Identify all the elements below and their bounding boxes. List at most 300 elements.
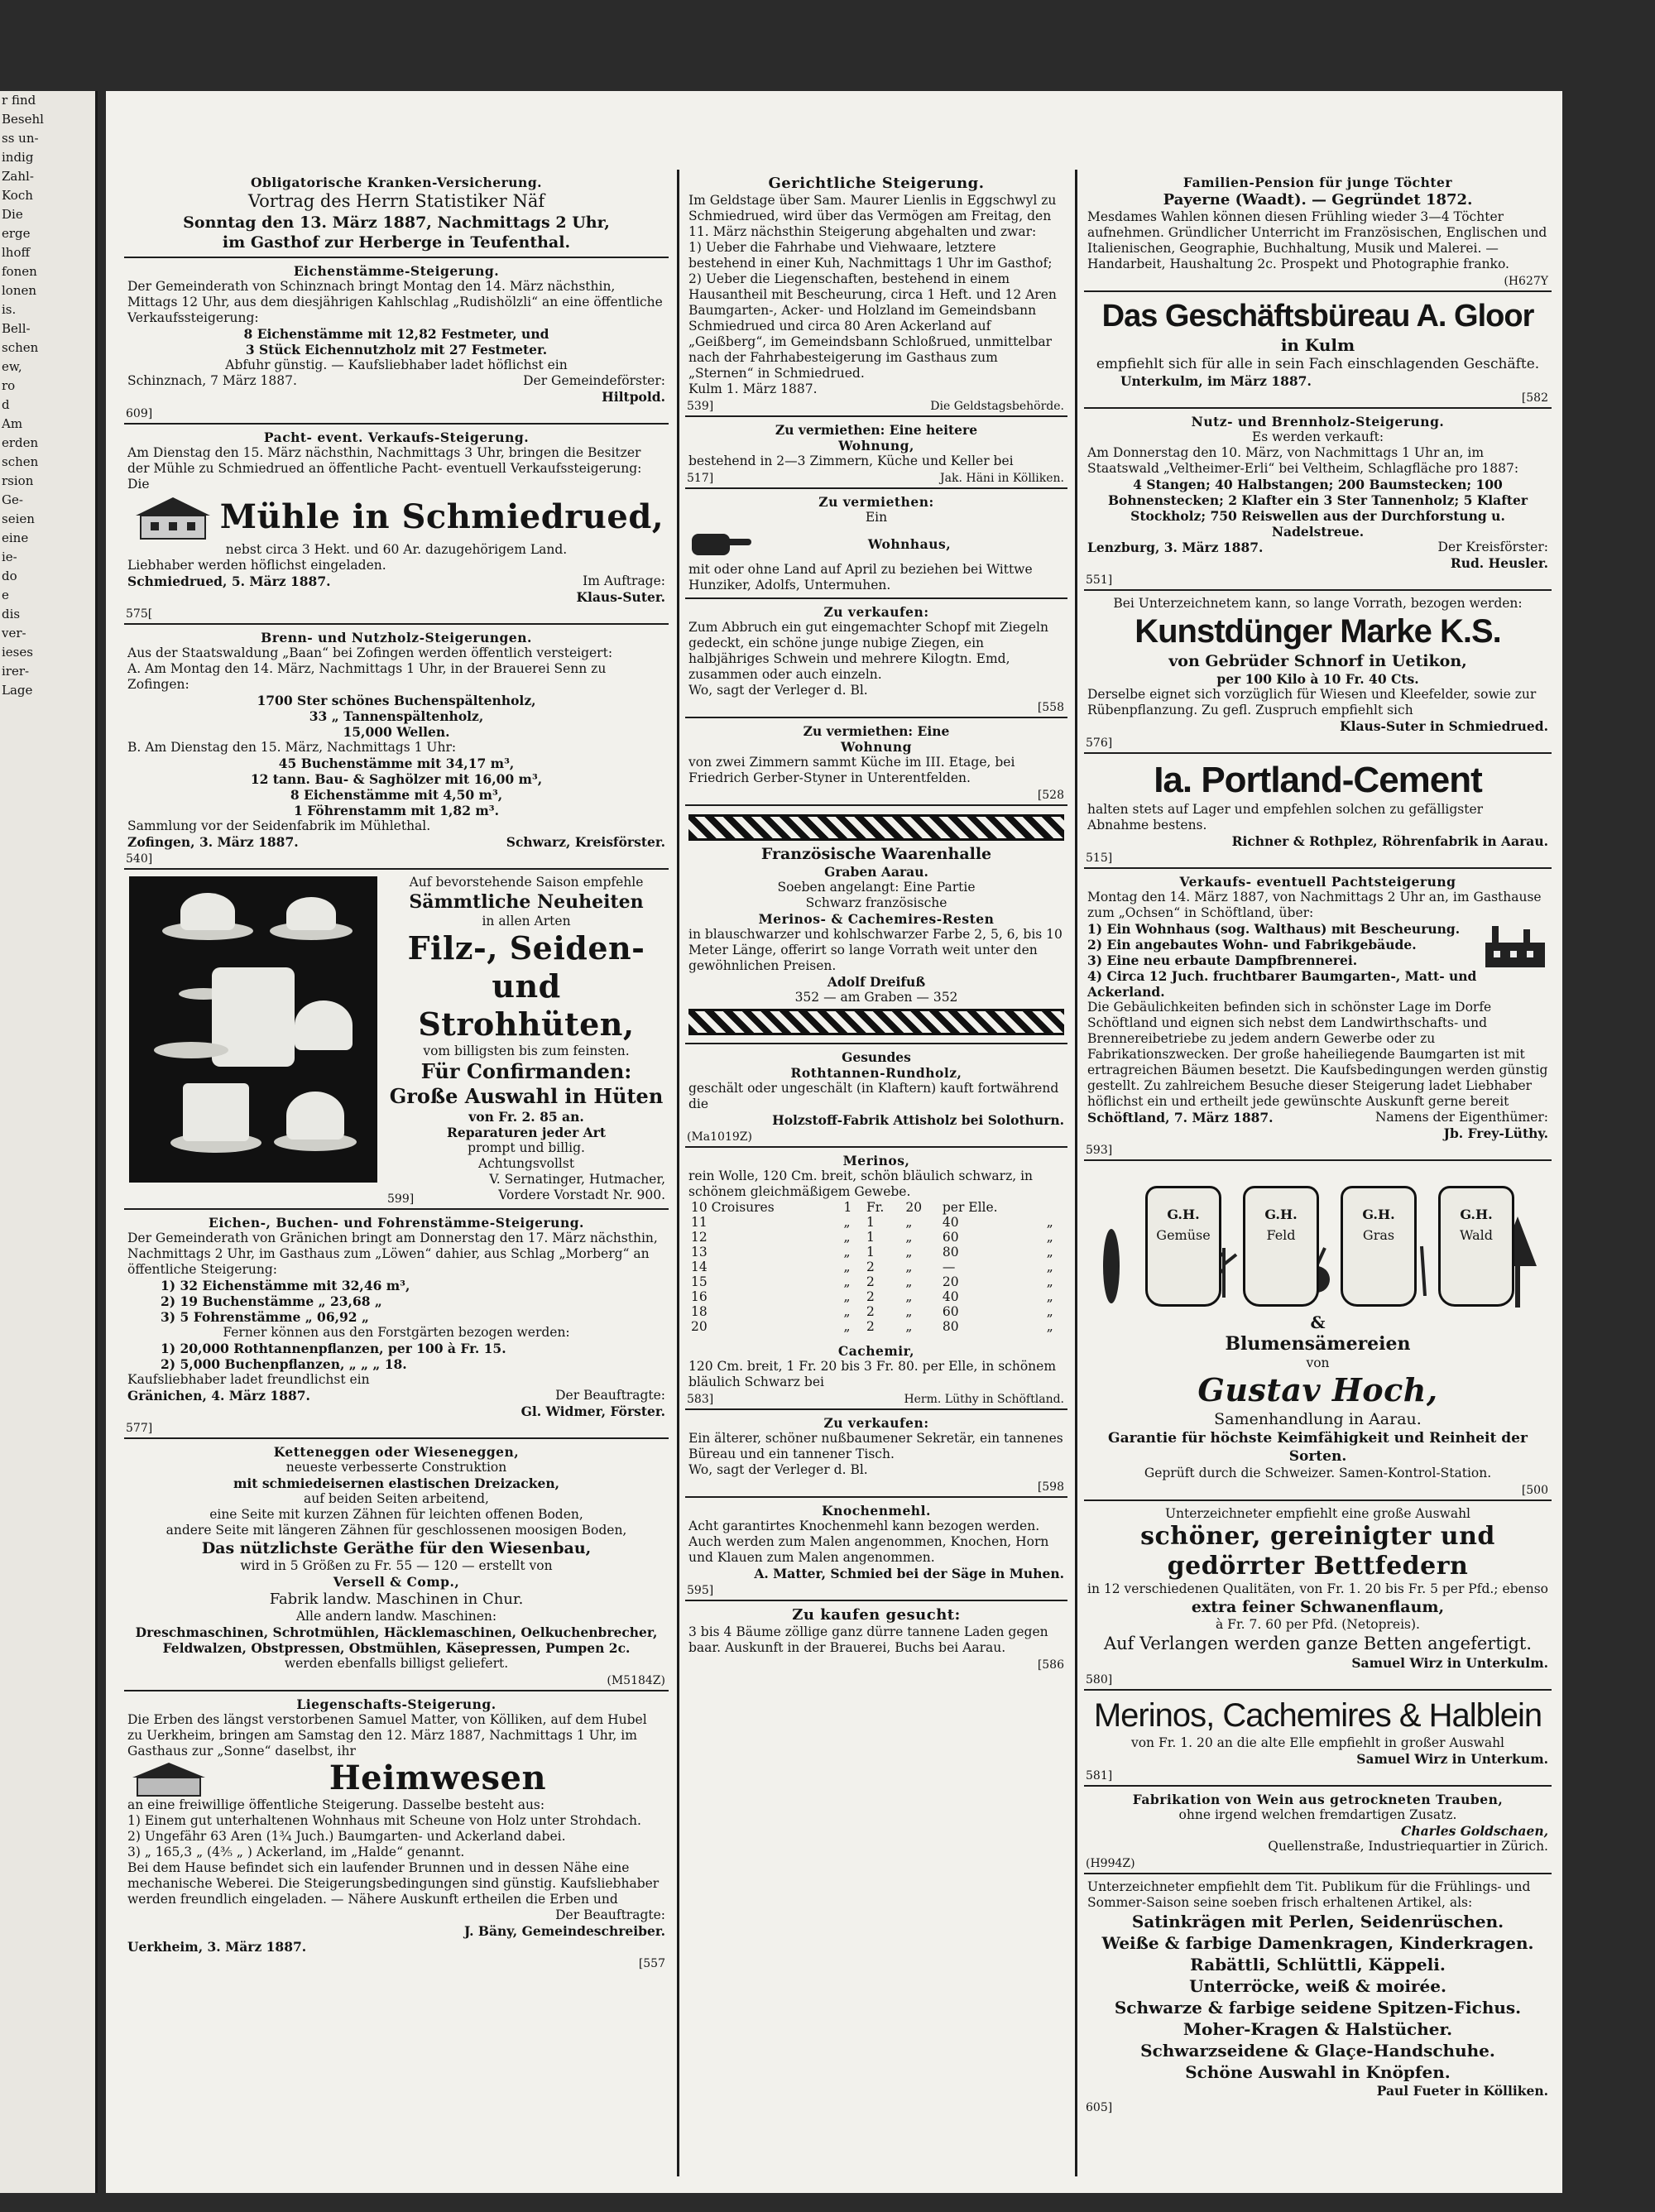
table-row xyxy=(688,1304,1064,1319)
ad-item: 2) 19 Buchenstämme „ 23,68 „ xyxy=(161,1293,382,1309)
table-row xyxy=(688,1230,1064,1245)
ad-line: 1) Einem gut unterhaltenen Wohnhaus mit Scheune von Holz unter Strohdach. xyxy=(127,1813,641,1828)
ad-headline: Rothtannen-Rundholz, xyxy=(790,1065,962,1081)
ad-item: 2) Ein angebautes Wohn- und Fabrikgebäude. xyxy=(1087,937,1417,952)
ad-signature: Klaus-Suter. xyxy=(576,589,665,605)
sack-brand: G.H. xyxy=(1362,1207,1395,1222)
ad-signature: Klaus-Suter in Schmiedrued. xyxy=(1340,718,1548,734)
vegetable-icon xyxy=(1091,1208,1132,1308)
table-row xyxy=(688,1289,1064,1304)
ad-headline: Merinos, Cachemires & Halblein xyxy=(1093,1697,1542,1734)
table-cell: Fr. xyxy=(866,1200,885,1215)
ad-headline: Wohnung xyxy=(841,739,912,755)
table-cell: 2 xyxy=(866,1319,875,1334)
ad-body: Ein älterer, schöner nußbaumener Sekretär, ein tannenes Büreau und ein tannener Tisch. xyxy=(688,1431,1063,1461)
ad-signature: Gl. Widmer, Förster. xyxy=(520,1403,665,1419)
table-cell: „ xyxy=(905,1230,913,1245)
ad-signature: Jak. Häni in Kölliken. xyxy=(940,472,1064,485)
ad-line: auf beiden Seiten arbeitend, xyxy=(304,1491,489,1506)
table-cell: — xyxy=(942,1260,956,1274)
ad-graenichen xyxy=(124,1210,669,1439)
ad-item: 1) Ein Wohnhaus (sog. Walthaus) mit Bescheurung. xyxy=(1087,921,1461,937)
previous-page-fragment: schen xyxy=(2,454,39,469)
ad-line: andere Seite mit längeren Zähnen für geschlossenen moosigen Boden, xyxy=(166,1523,627,1538)
ad-item: Schwarze & farbige seidene Spitzen-Fichus. xyxy=(1114,1998,1522,2018)
table-cell: 11 xyxy=(691,1215,708,1230)
ad-headline: Mühle in Schmiedrued, xyxy=(219,497,664,536)
ad-signature: Charles Goldschaen, xyxy=(1401,1823,1548,1839)
table-cell: 20 xyxy=(905,1200,923,1215)
ad-item: Moher-Kragen & Halstücher. xyxy=(1182,2019,1453,2039)
column-rule-2 xyxy=(1075,170,1077,2176)
ad-line: Sammlung vor der Seidenfabrik im Mühlethal. xyxy=(127,818,431,833)
ad-kunstduenger xyxy=(1084,591,1552,754)
ad-item: 3) Eine neu erbaute Dampfbrennerei. xyxy=(1087,952,1358,968)
ad-body: geschält oder ungeschält (in Klaftern) kauft fortwährend die xyxy=(688,1081,1059,1111)
newspaper-page xyxy=(106,91,1562,2193)
ad-title: Brenn- und Nutzholz-Steigerungen. xyxy=(261,630,532,645)
column-1 xyxy=(124,170,669,2176)
ad-signature: Rud. Heusler. xyxy=(1450,555,1548,571)
ad-signature: Herm. Lüthy in Schöftland. xyxy=(904,1393,1064,1406)
ad-number: 595] xyxy=(687,1584,714,1597)
table-cell: „ xyxy=(843,1274,851,1289)
ad-number: 540] xyxy=(126,852,153,866)
ad-line: Alle andern landw. Maschinen: xyxy=(295,1609,497,1624)
previous-page-fragment: Besehl xyxy=(2,112,44,127)
ad-item: 1) 32 Eichenstämme mit 32,46 m³, xyxy=(161,1278,410,1293)
ad-item: 4) Circa 12 Juch. fruchtbarer Baumgarten-, Matt- und Ackerland. xyxy=(1087,968,1477,1000)
ad-headline: Ia. Portland-Cement xyxy=(1154,760,1482,800)
ad-headline: Heimwesen xyxy=(329,1759,547,1797)
ad-line: Schwarz französische xyxy=(805,895,947,910)
ad-hutmacher xyxy=(124,870,669,1210)
ad-signature: Samuel Wirz in Unterkulm. xyxy=(1351,1655,1548,1671)
table-cell: „ xyxy=(843,1245,851,1260)
ad-number: 593] xyxy=(1086,1144,1113,1157)
table-cell: „ xyxy=(1046,1245,1053,1260)
ad-line: mit schmiedeisernen elastischen Dreizacken, xyxy=(233,1475,559,1491)
previous-page-fragment: ew, xyxy=(2,359,22,374)
factory-icon xyxy=(1482,921,1548,971)
table-cell: „ xyxy=(843,1289,851,1304)
ad-line: von Fr. 2. 85 an. xyxy=(468,1109,584,1125)
ad-title: Nutz- und Brennholz-Steigerung. xyxy=(1191,414,1445,429)
ad-headline: Wohnung, xyxy=(838,438,914,453)
ad-body: rein Wolle, 120 Cm. breit, schön bläulich schwarz, in schönem gleichmäßigem Gewebe. xyxy=(688,1168,1034,1199)
ad-line: à Fr. 7. 60 per Pfd. (Netopreis). xyxy=(1216,1617,1420,1632)
table-row xyxy=(688,1260,1064,1274)
ad-item: 1) Ueber die Fahrhabe und Viehwaare, letztere bestehend in einer Kuh, Nachmittags 1 Uhr im Gasthof; xyxy=(688,240,1053,271)
previous-page-fragment: r find xyxy=(2,93,36,108)
ad-zu-verkaufen-sekretaer xyxy=(685,1410,1067,1498)
previous-page-fragment: Koch xyxy=(2,188,33,203)
ad-muehle xyxy=(124,425,669,625)
ad-headline: Fabrikation von Wein aus getrockneten Trauben, xyxy=(1132,1792,1504,1807)
ad-item: 1700 Ster schönes Buchenspältenholz, xyxy=(257,693,536,708)
table-cell: 2 xyxy=(866,1260,875,1274)
ad-body: Mesdames Wahlen können diesen Frühling wieder 3—4 Töchter aufnehmen. Gründlicher Unterricht im Französischen, Englischen und Italienischen, Geographie, Buchhaltung, Musik und Malerei. — Handarbeit, Haushaltung 2c. Prospekt und Photographie franko. xyxy=(1087,209,1547,271)
sack-label: Wald xyxy=(1460,1227,1493,1243)
ad-line: Abfuhr günstig. — Kaufsliebhaber ladet höflichst ein xyxy=(225,357,568,372)
ad-number: 539] xyxy=(687,400,714,413)
ad-portland-cement xyxy=(1084,754,1552,869)
ad-number: 577] xyxy=(126,1422,153,1435)
table-cell: 13 xyxy=(691,1245,708,1260)
previous-page-fragment: Die xyxy=(2,207,23,222)
previous-page-fragment: ieses xyxy=(2,645,33,660)
seed-sacks-illustration xyxy=(1087,1169,1548,1314)
ad-body: Zum Abbruch ein gut eingemachter Schopf mit Ziegeln gedeckt, ein schöne junge nubige Ziegen, ein halbjähriges Schwein und mehrere Kilogtn. Emd, zusammen oder auch einzeln. xyxy=(688,620,1048,682)
ad-item: 1 Föhrenstamm mit 1,82 m³. xyxy=(294,803,499,818)
ad-kranken-versicherung xyxy=(124,170,669,258)
ad-signature: Jb. Frey-Lüthy. xyxy=(1443,1125,1548,1141)
ad-eichenstaemme xyxy=(124,258,669,425)
ad-line: Zu vermiethen: Eine xyxy=(803,723,950,739)
ad-liegenschaft xyxy=(124,1691,669,1973)
ad-item: 2) Ueber die Liegenschaften, bestehend in einem Hausantheil mit Bescheurung, circa 1 Heft. und 12 Aren Baumgarten-, Acker- und Holzland im Gemeindsbann Schmiedrued und circa 80 Aren Ackerland auf „Geißberg“, im Gemeindsbann Schloßrued, unmittelbar nach der Fahrhabesteigerung im Gasthaus zum „Sternen“ in Schmiedrued. xyxy=(688,271,1057,381)
ad-line: Sonntag den 13. März 1887, Nachmittags 2 Uhr, xyxy=(183,214,610,232)
previous-page-fragment: lhoff xyxy=(2,245,31,260)
ad-line: in 12 verschiedenen Qualitäten, von Fr. 1. 20 bis Fr. 5 per Pfd.; ebenso xyxy=(1087,1581,1548,1596)
ad-line: Graben Aarau. xyxy=(824,864,928,880)
ad-headline: Merinos, xyxy=(842,1153,910,1168)
ad-line: Vordere Vorstadt Nr. 900. xyxy=(498,1188,665,1202)
previous-page-fragment: Bell- xyxy=(2,321,31,336)
ad-role: Im Auftrage: xyxy=(583,573,665,588)
ad-wohnhaus xyxy=(685,489,1067,599)
ad-number: [582 xyxy=(1521,391,1548,405)
ad-line: von Fr. 1. 20 an die alte Elle empfiehlt in großer Auswahl xyxy=(1130,1735,1505,1750)
ad-number: 599] xyxy=(387,1192,415,1206)
ad-line: Reparaturen jeder Art xyxy=(446,1125,607,1140)
ad-line: Soeben angelangt: Eine Partie xyxy=(777,880,976,895)
ad-brennholz-zofingen xyxy=(124,625,669,870)
ad-line: an eine freiwillige öffentliche Steigerung. Dasselbe besteht aus: xyxy=(127,1797,545,1812)
ad-body: in blauschwarzer und kohlschwarzer Farbe 2, 5, 6, bis 10 Meter Länge, offerirt so lange Vorrath weit unter den gewöhnlichen Preisen. xyxy=(688,927,1063,973)
ad-rothtannen xyxy=(685,1044,1067,1148)
table-cell: „ xyxy=(1046,1274,1053,1289)
ad-line: & xyxy=(1310,1312,1326,1332)
ad-line: Zu vermiethen: Eine heitere xyxy=(775,422,978,438)
ad-item: Satinkrägen mit Perlen, Seidenrüschen. xyxy=(1131,1912,1504,1931)
previous-page-fragment: eine xyxy=(2,530,29,545)
table-cell: 60 xyxy=(942,1230,959,1245)
previous-page-fragment: e xyxy=(2,588,9,602)
table-cell: „ xyxy=(1046,1230,1053,1245)
ad-schoeftland xyxy=(1084,869,1552,1161)
ad-line: Ein xyxy=(865,510,888,525)
table-cell: 14 xyxy=(691,1260,708,1274)
ad-line: Ferner können aus den Forstgärten bezogen werden: xyxy=(223,1325,570,1340)
pointing-hand-icon xyxy=(688,525,755,562)
ad-item: 8 Eichenstämme mit 4,50 m³, xyxy=(290,787,503,803)
ad-signature: Paul Fueter in Kölliken. xyxy=(1376,2083,1548,2099)
ad-gustav-hoch xyxy=(1084,1161,1552,1501)
ad-item: 3 Stück Eichennutzholz mit 27 Festmeter. xyxy=(245,342,548,357)
table-cell: „ xyxy=(843,1260,851,1274)
ad-body: Am Donnerstag den 10. März, von Nachmittags 1 Uhr an, im Staatswald „Veltheimer-Erli“ bei Veltheim, Schlagfläche pro 1887: xyxy=(1087,445,1519,476)
ad-role: Der Beauftragte: xyxy=(555,1388,665,1403)
seed-sack xyxy=(1145,1186,1221,1307)
previous-page-fragment: seien xyxy=(2,511,35,526)
price-table xyxy=(688,1200,1064,1334)
ad-line: Sämmtliche Neuheiten xyxy=(409,891,644,913)
ad-nutzholz-lenzburg xyxy=(1084,409,1552,591)
ad-line: 2) Ungefähr 63 Aren (1¾ Juch.) Baumgarten- und Ackerland dabei. xyxy=(127,1829,566,1844)
previous-page-edge xyxy=(0,91,98,2193)
ad-body: bestehend in 2—3 Zimmern, Küche und Keller bei xyxy=(688,453,1014,468)
previous-page-fragment: d xyxy=(2,397,10,412)
column-3 xyxy=(1084,170,1552,2176)
ad-number: 581] xyxy=(1086,1769,1113,1783)
ad-line: Blumensämereien xyxy=(1225,1333,1411,1355)
ad-number: 576] xyxy=(1086,737,1113,750)
ad-geschaeftsbuereau xyxy=(1084,292,1552,409)
ad-number: 605] xyxy=(1086,2101,1113,2114)
ad-item: 2) 5,000 Buchenpflanzen, „ „ „ 18. xyxy=(161,1356,407,1372)
ad-place: Schmiedrued, 5. März 1887. xyxy=(127,573,331,589)
ad-familien-pension xyxy=(1084,170,1552,292)
previous-page-fragment: is. xyxy=(2,302,17,317)
ad-place: Lenzburg, 3. März 1887. xyxy=(1087,540,1264,555)
ad-number: 551] xyxy=(1086,573,1113,587)
table-cell: „ xyxy=(905,1289,913,1304)
previous-page-fragment: erge xyxy=(2,226,31,241)
ad-number: 575[ xyxy=(126,607,153,621)
ad-line: Wo, sagt der Verleger d. Bl. xyxy=(688,1462,868,1477)
ad-firm: Versell & Comp., xyxy=(333,1574,460,1590)
ad-line: V. Sernatinger, Hutmacher, xyxy=(489,1172,665,1187)
ad-headline: Cachemir, xyxy=(837,1343,915,1359)
ad-line: extra feiner Schwanenflaum, xyxy=(1191,1598,1445,1616)
ad-headline: Gustav Hoch, xyxy=(1197,1371,1438,1408)
ad-line: Es werden verkauft: xyxy=(1251,429,1384,444)
previous-page-fragment: do xyxy=(2,569,17,583)
ad-body: 3 bis 4 Bäume zöllige ganz dürre tannene Laden gegen baar. Auskunft in der Brauerei, Buchs bei Aarau. xyxy=(688,1624,1048,1655)
table-cell: 20 xyxy=(942,1274,959,1289)
ad-number: 515] xyxy=(1086,852,1113,865)
seed-sack xyxy=(1243,1186,1319,1307)
ad-title: Eichenstämme-Steigerung. xyxy=(293,263,500,279)
ad-number: [500 xyxy=(1521,1484,1548,1497)
ad-body: von zwei Zimmern sammt Küche im III. Etage, bei Friedrich Gerber-Styner in Unterentfelden. xyxy=(688,755,1015,785)
ad-zu-verkaufen-schopf xyxy=(685,599,1067,718)
table-cell: „ xyxy=(1046,1260,1053,1274)
ad-line: wird in 5 Größen zu Fr. 55 — 120 — erstellt von xyxy=(240,1558,553,1573)
ad-line: Auf Verlangen werden ganze Betten angefertigt. xyxy=(1103,1634,1533,1653)
ad-line: empfiehlt sich für alle in sein Fach einschlagenden Geschäfte. xyxy=(1096,356,1540,372)
table-cell: 1 xyxy=(866,1245,875,1260)
ad-body: Die Gebäulichkeiten befinden sich in schönster Lage im Dorfe Schöftland und eignen sich nebst dem Landwirthschafts- und Brennereibetriebe zu jedem andern Gewerbe oder zu Fabrikationszwecken. Der große haheiliegende Baumgarten ist mit ertragreichen Bäumen besetzt. Die Kaufsbedingungen werden günstig gestellt. Zu zahlreichem Besuche dieser Steigerung ladet Liebhaber höflichst ein und ertheilt jede gewünschte Auskunft gerne bereit xyxy=(1087,1000,1548,1109)
ad-ketteneggen xyxy=(124,1439,669,1691)
ad-line: Fabrik landw. Maschinen in Chur. xyxy=(269,1591,524,1608)
ad-line: B. Am Dienstag den 15. März, Nachmittags 1 Uhr: xyxy=(127,740,457,755)
table-cell: „ xyxy=(905,1215,913,1230)
ad-role: Der Kreisförster: xyxy=(1437,540,1548,554)
ad-line: Unterzeichneter empfiehlt eine große Auswahl xyxy=(1164,1506,1471,1521)
ad-headline: schöner, gereinigter und gedörrter Bettfedern xyxy=(1140,1522,1495,1581)
table-cell: 18 xyxy=(691,1304,708,1319)
table-cell: 10 Croisures xyxy=(691,1200,775,1215)
ad-line: Das nützlichste Geräthe für den Wiesenbau, xyxy=(201,1539,592,1557)
ad-place: Unterkulm, im März 1887. xyxy=(1120,373,1312,389)
ad-title: Pacht- event. Verkaufs-Steigerung. xyxy=(263,429,530,445)
ad-title: Das Geschäftsbüreau A. Gloor xyxy=(1101,299,1534,333)
previous-page-fragment: ie- xyxy=(2,549,17,564)
ad-item: 3) 5 Fohrenstämme „ 06,92 „ xyxy=(161,1309,369,1325)
ad-item: 1) 20,000 Rothtannenpflanzen, per 100 à Fr. 15. xyxy=(161,1341,506,1356)
ad-headline: Merinos- & Cachemires-Resten xyxy=(758,911,995,927)
ad-headline: Knochenmehl. xyxy=(822,1503,931,1519)
table-cell: „ xyxy=(843,1319,851,1334)
ad-line: Quellenstraße, Industriequartier in Zürich. xyxy=(1268,1839,1548,1854)
ad-title: Obligatorische Kranken-Versicherung. xyxy=(250,175,543,190)
table-cell: 40 xyxy=(942,1215,959,1230)
sack-label: Gras xyxy=(1362,1227,1395,1243)
table-cell: 1 xyxy=(866,1215,875,1230)
ad-line: nebst circa 3 Hekt. und 60 Ar. dazugehörigem Land. xyxy=(225,542,568,557)
column-2 xyxy=(685,170,1067,2176)
table-cell: 80 xyxy=(942,1245,959,1260)
previous-page-fragment: Ge- xyxy=(2,492,23,507)
previous-page-fragment: ss un- xyxy=(2,131,39,146)
ad-line: Payerne (Waadt). — Gegründet 1872. xyxy=(1163,191,1473,209)
ad-address: 352 — am Graben — 352 xyxy=(794,990,958,1005)
previous-page-fragment: schen xyxy=(2,340,39,355)
ad-line: Samenhandlung in Aarau. xyxy=(1214,1410,1422,1428)
ad-body: Derselbe eignet sich vorzüglich für Wiesen und Kleefelder, sowie zur Rübenpflanzung. Zu gefl. Zuspruch empfiehlt sich xyxy=(1087,687,1537,717)
hats-illustration xyxy=(129,876,377,1183)
ad-number: 580] xyxy=(1086,1673,1113,1687)
ad-title: Liegenschafts-Steigerung. xyxy=(296,1696,496,1712)
ad-number: 517] xyxy=(687,472,714,485)
ad-item: Schwarzseidene & Glaçe-Handschuhe. xyxy=(1140,2041,1495,2061)
ad-code: (H627Y xyxy=(1504,275,1548,288)
ad-signature: Die Geldstagsbehörde. xyxy=(930,400,1064,413)
ad-title: Zu vermiethen: xyxy=(818,494,934,510)
ad-title: Zu kaufen gesucht: xyxy=(792,1606,961,1624)
table-cell: 15 xyxy=(691,1274,708,1289)
sack-label: Gemüse xyxy=(1156,1227,1211,1243)
table-cell: 12 xyxy=(691,1230,708,1245)
ad-line: von Gebrüder Schnorf in Uetikon, xyxy=(1168,652,1467,670)
previous-page-fragment: Am xyxy=(2,416,23,431)
ad-signature: Samuel Wirz in Unterkum. xyxy=(1356,1751,1548,1767)
ad-signature: A. Matter, Schmied bei der Säge in Muhen. xyxy=(754,1566,1064,1581)
ornament-band xyxy=(688,814,1064,841)
table-cell: „ xyxy=(905,1260,913,1274)
ad-body: Am Dienstag den 15. März nächsthin, Nachmittags 3 Uhr, bringen die Besitzer der Mühle zu Schmiedrued an öffentliche Pacht- eventuell Verkaufssteigerung: Die xyxy=(127,445,642,492)
ad-signature: Richner & Rothplez, Röhrenfabrik in Aarau. xyxy=(1231,833,1548,849)
table-row xyxy=(688,1245,1064,1260)
ad-item: Weiße & farbige Damenkragen, Kinderkragen. xyxy=(1101,1933,1534,1953)
ad-item: 45 Buchenstämme mit 34,17 m³, xyxy=(278,756,515,771)
ad-line: Französische Waarenhalle xyxy=(760,845,992,863)
ad-merinos-wirz xyxy=(1084,1691,1552,1787)
table-cell: „ xyxy=(1046,1215,1053,1230)
ad-headline: Wohnhaus, xyxy=(867,535,952,552)
table-cell: 16 xyxy=(691,1289,708,1304)
ad-place: Zofingen, 3. März 1887. xyxy=(127,834,299,850)
previous-page-fragment: dis xyxy=(2,607,21,621)
table-cell: „ xyxy=(1046,1304,1053,1319)
ad-line: Liebhaber werden höflichst eingeladen. xyxy=(127,558,386,573)
table-cell: 1 xyxy=(843,1200,852,1215)
table-cell: 1 xyxy=(866,1230,875,1245)
ad-title: Gerichtliche Steigerung. xyxy=(768,175,985,192)
ad-line: neueste verbesserte Construktion xyxy=(285,1460,507,1475)
ad-bettfedern xyxy=(1084,1501,1552,1691)
ad-signature: J. Bäny, Gemeindeschreiber. xyxy=(463,1923,665,1939)
ad-body: Aus der Staatswaldung „Baan“ bei Zofingen werden öffentlich versteigert: xyxy=(127,645,613,660)
table-cell: „ xyxy=(905,1319,913,1334)
table-cell: 80 xyxy=(942,1319,959,1334)
ad-line: in allen Arten xyxy=(482,914,571,928)
ad-line: Kaufsliebhaber ladet freundlichst ein xyxy=(127,1372,370,1387)
table-cell: „ xyxy=(905,1274,913,1289)
ad-item: 12 tann. Bau- & Saghölzer mit 16,00 m³, xyxy=(250,771,543,787)
ad-item: Rabättli, Schlüttli, Käppeli. xyxy=(1190,1955,1446,1974)
seed-sack xyxy=(1438,1186,1514,1307)
sack-brand: G.H. xyxy=(1460,1207,1493,1222)
ad-body: Unterzeichneter empfiehlt dem Tit. Publikum für die Frühlings- und Sommer-Saison seine soeben frisch erhaltenen Artikel, als: xyxy=(1087,1879,1531,1910)
ad-line: Garantie für höchste Keimfähigkeit und Reinheit der Sorten. xyxy=(1108,1430,1528,1465)
ad-body: Der Gemeinderath von Gränichen bringt am Donnerstag den 17. März nächsthin, Nachmittags 2 Uhr, im Gasthaus zum „Löwen“ dahier, aus Schlag „Morberg“ an öffentliche Steigerung: xyxy=(127,1231,658,1277)
previous-page-fragment: lonen xyxy=(2,283,37,298)
ad-cachemir xyxy=(685,1338,1067,1410)
table-cell: „ xyxy=(843,1230,851,1245)
ad-body: Im Geldstage über Sam. Maurer Lienlis in Eggschwyl zu Schmiedrued, wird über das Vermögen am Freitag, den 11. März nächsthin Steigerung abgehalten und zwar: xyxy=(688,193,1057,239)
table-cell: „ xyxy=(1046,1289,1053,1304)
ad-number: 583] xyxy=(687,1393,714,1406)
ad-line: A. Am Montag den 14. März, Nachmittags 1 Uhr, in der Brauerei Senn zu Zofingen: xyxy=(127,661,607,692)
ad-line: Vortrag des Herrn Statistiker Näf xyxy=(247,191,545,211)
ad-line: Große Auswahl in Hüten xyxy=(389,1084,664,1108)
table-cell: 2 xyxy=(866,1289,875,1304)
ad-line: in Kulm xyxy=(1280,335,1355,355)
ad-line: Auf bevorstehende Saison empfehle xyxy=(409,875,644,890)
ad-wohnung-haeni xyxy=(685,417,1067,489)
previous-page-fragment: irer- xyxy=(2,664,30,679)
ad-wein xyxy=(1084,1787,1552,1874)
ad-headline: Filz-, Seiden- und Strohhüten, xyxy=(407,929,645,1043)
table-cell: „ xyxy=(905,1304,913,1319)
ad-title: Verkaufs- eventuell Pachtsteigerung xyxy=(1179,874,1456,890)
table-row xyxy=(688,1319,1064,1334)
ad-knochenmehl xyxy=(685,1498,1067,1601)
table-cell: „ xyxy=(843,1215,851,1230)
previous-page-fragment: ver- xyxy=(2,626,26,641)
ad-line: werden ebenfalls billigst geliefert. xyxy=(284,1656,509,1671)
ad-item: 8 Eichenstämme mit 12,82 Festmeter, und xyxy=(243,326,549,342)
ad-line: prompt und billig. xyxy=(468,1140,585,1155)
table-cell: „ xyxy=(905,1245,913,1260)
column-rule-1 xyxy=(677,170,679,2176)
ad-number: [557 xyxy=(638,1957,665,1970)
ad-line: Feldwalzen, Obstpressen, Obstmühlen, Käsepressen, Pumpen 2c. xyxy=(162,1640,631,1656)
ad-code: (Ma1019Z) xyxy=(687,1130,752,1144)
ad-item: Schöne Auswahl in Knöpfen. xyxy=(1185,2062,1451,2082)
ad-place: Schöftland, 7. März 1887. xyxy=(1087,1110,1274,1125)
ad-headline: Kunstdünger Marke K.S. xyxy=(1135,613,1501,650)
previous-page-fragment: rsion xyxy=(2,473,34,488)
table-cell: 2 xyxy=(866,1304,875,1319)
ad-line: halten stets auf Lager und empfehlen solchen zu gefälligster Abnahme bestens. xyxy=(1087,802,1484,832)
table-cell: per Elle. xyxy=(942,1200,998,1215)
previous-page-fragment: Lage xyxy=(2,683,33,698)
previous-page-fragment: fonen xyxy=(2,264,37,279)
